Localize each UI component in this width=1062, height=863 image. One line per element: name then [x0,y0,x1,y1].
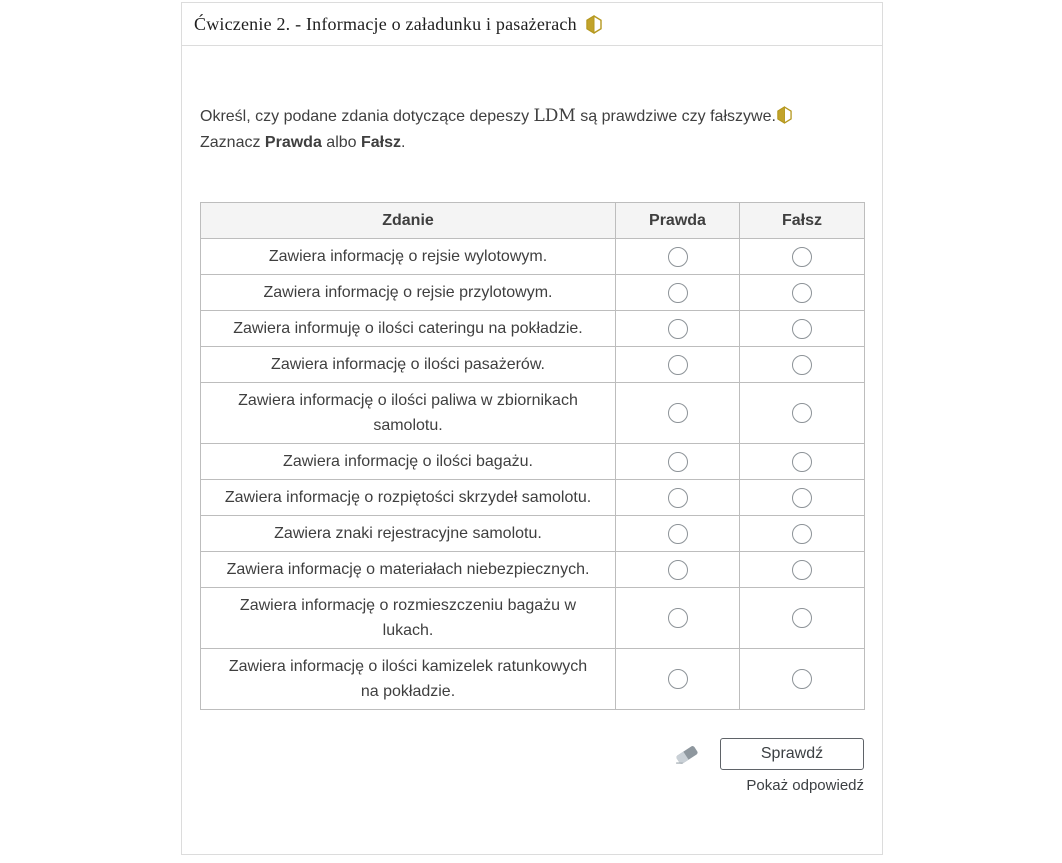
show-answer-link[interactable]: Pokaż odpowiedź [746,777,864,794]
prawda-radio[interactable] [668,608,688,628]
prawda-radio[interactable] [668,488,688,508]
true-false-table [200,202,865,710]
statements-body [201,239,865,710]
statement-text: Zawiera informuję o ilości cateringu na pokładzie. [233,320,583,337]
table-header-row [201,203,865,239]
falsz-radio[interactable] [792,560,812,580]
prawda-radio[interactable] [668,452,688,472]
table-row [201,588,865,649]
table-row [201,347,865,383]
table-row [201,383,865,444]
instruction-part1: Określ, czy podane zdania dotyczące depeszy [200,108,534,125]
table-row [201,239,865,275]
table-row [201,444,865,480]
statement-text: Zawiera informację o ilości bagażu. [283,453,533,470]
statement-text: Zawiera informację o materiałach niebezpiecznych. [226,561,590,578]
statement-text: Zawiera informację o rozmieszczeniu bagażu w lukach. [239,597,577,639]
prawda-radio[interactable] [668,247,688,267]
table-row [201,516,865,552]
prawda-radio[interactable] [668,403,688,423]
option-falsz-label: Fałsz [360,134,401,151]
falsz-radio[interactable] [792,608,812,628]
prawda-radio[interactable] [668,560,688,580]
instruction-part2: są prawdziwe czy fałszywe. [575,108,776,125]
statement-text: Zawiera znaki rejestracyjne samolotu. [274,525,542,542]
falsz-radio[interactable] [792,283,812,303]
statement-text: Zawiera informację o rejsie przylotowym. [263,284,553,301]
prawda-radio[interactable] [668,283,688,303]
falsz-radio[interactable] [792,355,812,375]
exercise-header [182,3,882,46]
option-prawda-label: Prawda [264,134,322,151]
falsz-radio[interactable] [792,669,812,689]
table-row [201,275,865,311]
falsz-radio[interactable] [792,488,812,508]
statement-text: Zawiera informację o ilości pasażerów. [271,356,545,373]
falsz-radio[interactable] [792,403,812,423]
falsz-radio[interactable] [792,247,812,267]
exercise-panel [181,2,883,855]
column-header-prawda: Prawda [616,203,740,239]
eraser-icon[interactable] [674,743,701,765]
read-aloud-icon[interactable] [586,15,602,34]
check-button[interactable]: Sprawdź [720,738,864,770]
read-aloud-icon[interactable] [777,106,792,124]
table-row [201,552,865,588]
prawda-radio[interactable] [668,524,688,544]
abbr-ldm: LDM [533,106,576,126]
table-row [201,311,865,347]
statement-text: Zawiera informację o rejsie wylotowym. [268,248,548,265]
falsz-radio[interactable] [792,452,812,472]
table-row [201,480,865,516]
prawda-radio[interactable] [668,355,688,375]
statement-text: Zawiera informację o ilości paliwa w zbiornikach samolotu. [238,392,578,434]
falsz-radio[interactable] [792,319,812,339]
instruction-text [200,103,864,156]
column-header-falsz: Fałsz [740,203,865,239]
falsz-radio[interactable] [792,524,812,544]
instruction-line2-middle: albo [321,134,361,151]
table-row [201,649,865,710]
column-header-zdanie: Zdanie [201,203,616,239]
footer-controls [200,738,864,770]
prawda-radio[interactable] [668,319,688,339]
exercise-title: Ćwiczenie 2. - Informacje o załadunku i pasażerach [194,13,577,34]
statement-text: Zawiera informację o ilości kamizelek ratunkowych na pokładzie. [228,658,588,700]
instruction-line2-prefix: Zaznacz [200,134,265,151]
instruction-line2-suffix: . [401,134,406,151]
statement-text: Zawiera informację o rozpiętości skrzydeł samolotu. [224,489,592,506]
prawda-radio[interactable] [668,669,688,689]
